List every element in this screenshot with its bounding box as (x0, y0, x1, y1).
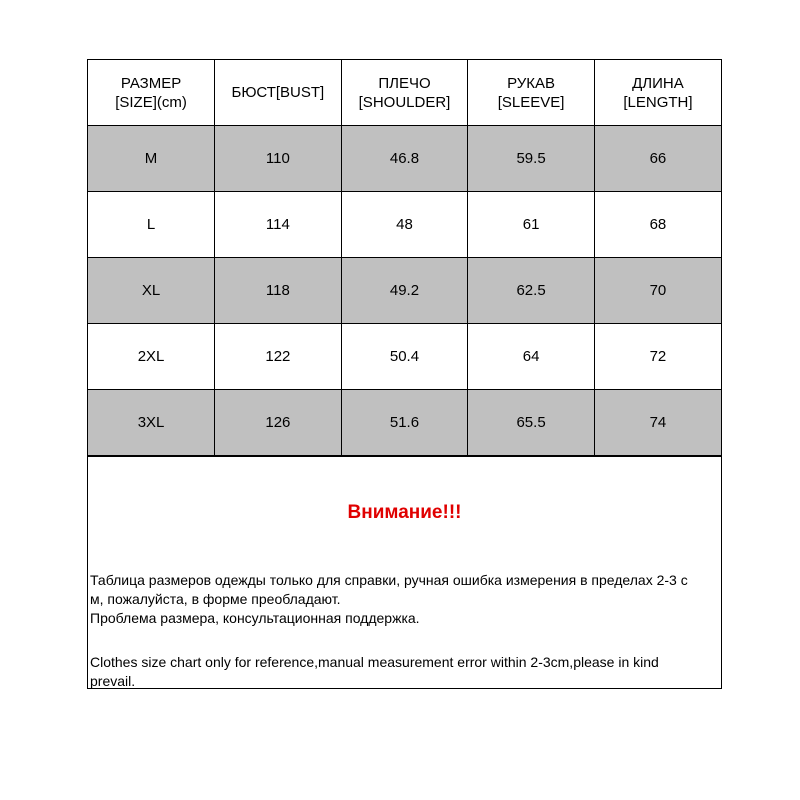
header-text: ПЛЕЧО (378, 74, 431, 92)
table-cell: 59.5 (468, 126, 595, 192)
header-sleeve (468, 60, 595, 126)
header-size (88, 60, 215, 126)
table-cell: L (88, 192, 215, 258)
header-shoulder (341, 60, 468, 126)
header-text: [SLEEVE] (497, 93, 565, 111)
table-cell: 114 (215, 192, 342, 258)
header-text: БЮСТ[BUST] (231, 84, 325, 101)
table-cell: 65.5 (468, 390, 595, 456)
notice-line: Таблица размеров одежды только для справки, ручная ошибка измерения в пределах 2-3 с (90, 572, 688, 588)
table-cell: 68 (594, 192, 721, 258)
table-cell: 61 (468, 192, 595, 258)
table-row (88, 192, 721, 258)
table-row (88, 324, 721, 390)
table-cell: 51.6 (341, 390, 468, 456)
size-table (88, 60, 721, 456)
notice-title: Внимание!!! (347, 502, 462, 523)
header-text: ДЛИНА (632, 74, 684, 92)
table-cell: 72 (594, 324, 721, 390)
size-chart (87, 59, 722, 689)
table-cell: 66 (594, 126, 721, 192)
table-cell: 49.2 (341, 258, 468, 324)
header-text: [SHOULDER] (358, 93, 451, 111)
table-cell: 122 (215, 324, 342, 390)
header-length (594, 60, 721, 126)
header-bust (215, 60, 342, 126)
notice-english-text (90, 653, 719, 691)
notice-line: prevail. (90, 673, 136, 689)
table-cell: 110 (215, 126, 342, 192)
table-row (88, 258, 721, 324)
table-cell: M (88, 126, 215, 192)
table-cell: 50.4 (341, 324, 468, 390)
notice-russian-text (90, 571, 719, 628)
header-text: [LENGTH] (623, 93, 693, 111)
table-cell: 118 (215, 258, 342, 324)
header-text: [SIZE](cm) (115, 93, 187, 111)
table-cell: 46.8 (341, 126, 468, 192)
notice-line: Проблема размера, консультационная поддержка. (90, 610, 420, 626)
notice-line: м, пожалуйста, в форме преобладают. (90, 591, 341, 607)
notice-line: Clothes size chart only for reference,manual measurement error within 2-3cm,please in kind (90, 654, 659, 670)
header-row (88, 60, 721, 126)
table-cell: 2XL (88, 324, 215, 390)
table-cell: 74 (594, 390, 721, 456)
table-cell: 48 (341, 192, 468, 258)
table-cell: XL (88, 258, 215, 324)
notice-box (88, 456, 721, 688)
header-text: РАЗМЕР (120, 74, 182, 92)
table-cell: 62.5 (468, 258, 595, 324)
table-row (88, 390, 721, 456)
table-cell: 64 (468, 324, 595, 390)
table-cell: 126 (215, 390, 342, 456)
table-cell: 3XL (88, 390, 215, 456)
table-cell: 70 (594, 258, 721, 324)
header-text: РУКАВ (507, 74, 556, 92)
table-row (88, 126, 721, 192)
